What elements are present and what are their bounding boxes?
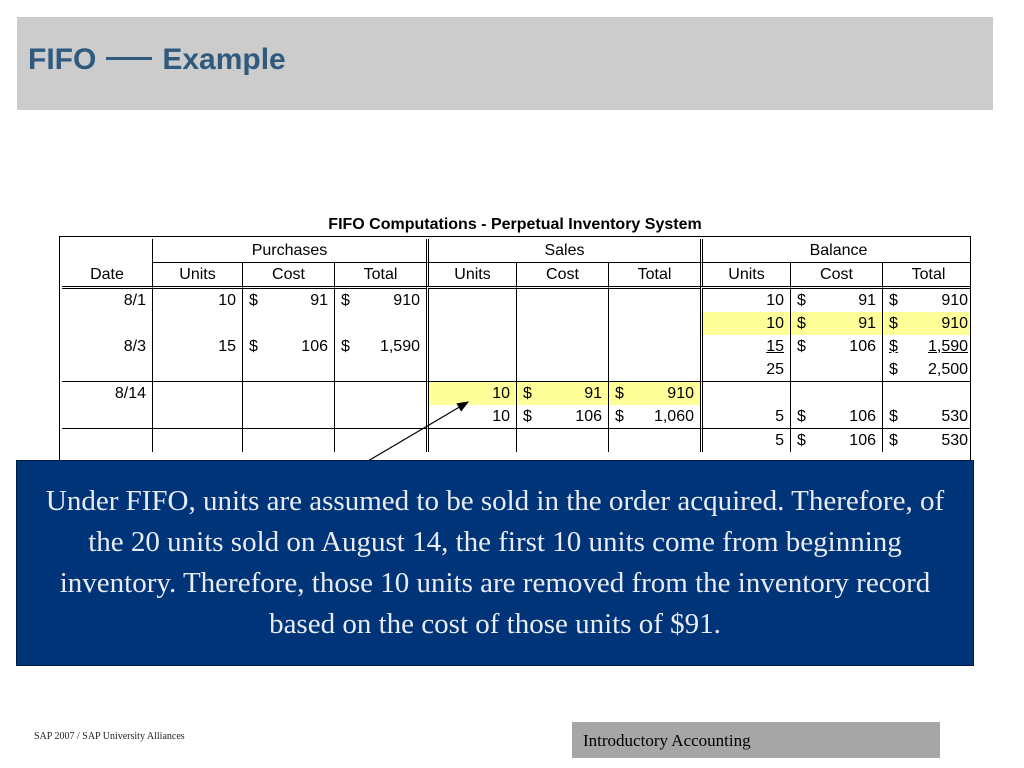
purchases-cost-cell [242,358,334,381]
table-row [62,312,971,335]
date-cell: 8/1 [62,286,152,312]
sales-total-cell [608,358,700,381]
date-cell [62,312,152,335]
sales-units-cell [426,312,516,335]
amount: 1,060 [653,407,694,425]
balance-cost-cell [790,335,882,358]
currency-sign: $ [615,407,624,425]
sales-total-cell [608,335,700,358]
currency-sign: $ [889,431,898,449]
purchases-units-cell: 10 [152,286,242,312]
date-header: Date [90,265,124,283]
callout-text: Under FIFO, units are assumed to be sold in the order acquired. Therefore, of the 20 units sold on August 14, the first 10 units come from beginning inventory. Therefore, those 10 units are removed from the inventory record based on the cost of those units of $91. [45,485,945,640]
amount: 106 [849,431,876,449]
amount: 910 [667,384,694,402]
group-sales: Sales [426,239,700,263]
balance-cost-cell [790,428,882,452]
purchases-units-cell [152,358,242,381]
purchases-total-cell [334,312,426,335]
sales-units-cell: 10 [426,381,516,405]
balance-total-cell [882,286,971,312]
title-dash [106,57,152,60]
amount: 91 [584,384,602,402]
purchases-units-cell: 15 [152,335,242,358]
purchases-total-cell [334,381,426,405]
amount: 910 [941,291,969,309]
purchases-cost-cell [242,335,334,358]
explanation-callout [16,460,974,666]
sales-total-cell [608,428,700,452]
sales-units-cell [426,358,516,381]
sales-total-header: Total [608,263,700,286]
group-balance: Balance [700,239,971,263]
currency-sign: $ [797,291,806,309]
amount: 91 [310,291,328,309]
sales-total-cell [608,381,700,405]
balance-units-cell: 5 [700,405,790,428]
sales-units-header: Units [426,263,516,286]
table-row [62,405,971,428]
balance-cost-cell [790,358,882,381]
sales-cost-cell [516,312,608,335]
balance-total-cell [882,405,971,428]
currency-sign: $ [523,384,532,402]
currency-sign: $ [249,291,258,309]
date-cell: 8/14 [62,381,152,405]
balance-units-cell: 10 [700,312,790,335]
balance-units-cell [700,381,790,405]
slide-title-left: FIFO [28,43,97,76]
amount: 1,590 [379,337,420,355]
purchases-units-cell [152,428,242,452]
currency-sign: $ [249,337,258,355]
purchases-cost-cell [242,428,334,452]
date-cell [62,405,152,428]
balance-cost-cell [790,312,882,335]
currency-sign: $ [341,291,350,309]
balance-units-cell: 10 [700,286,790,312]
balance-cost-header: Cost [790,263,882,286]
balance-total-header: Total [882,263,971,286]
header-row-columns [62,263,971,286]
currency-sign: $ [889,360,898,378]
purchases-total-cell [334,428,426,452]
amount: 530 [941,407,969,425]
amount: 106 [301,337,328,355]
sales-total-cell [608,286,700,312]
purchases-units-cell [152,381,242,405]
slide-title [28,40,286,80]
purchases-total-cell [334,358,426,381]
amount: 910 [941,314,969,332]
balance-total-cell [882,358,971,381]
currency-sign: $ [889,407,898,425]
sales-cost-header: Cost [516,263,608,286]
amount: 106 [849,337,876,355]
balance-units-cell: 25 [700,358,790,381]
date-cell [62,428,152,452]
balance-units-header: Units [700,263,790,286]
currency-sign: $ [797,407,806,425]
balance-units-cell: 5 [700,428,790,452]
balance-total-cell [882,312,971,335]
header-row-groups [62,239,971,263]
sales-cost-cell [516,358,608,381]
date-cell [62,358,152,381]
amount: 91 [858,291,876,309]
purchases-units-cell [152,312,242,335]
balance-units-cell: 15 [700,335,790,358]
purchases-units-cell [152,405,242,428]
sales-cost-cell [516,428,608,452]
sales-total-cell [608,312,700,335]
amount: 530 [941,431,969,449]
sales-total-cell [608,405,700,428]
sales-units-cell: 10 [426,405,516,428]
balance-cost-cell [790,405,882,428]
currency-sign: $ [523,407,532,425]
amount: 106 [849,407,876,425]
purchases-cost-cell [242,381,334,405]
purchases-total-cell [334,335,426,358]
amount: 1,590 [927,337,969,355]
table-row [62,335,971,358]
footer-right: Introductory Accounting [572,722,940,758]
sales-units-cell [426,428,516,452]
table-row [62,381,971,405]
balance-total-cell [882,428,971,452]
purchases-total-header: Total [334,263,426,286]
fifo-table [59,236,971,466]
footer-left: SAP 2007 / SAP University Alliances [34,731,185,742]
currency-sign: $ [797,337,806,355]
balance-total-cell [882,335,971,358]
purchases-cost-cell [242,312,334,335]
sales-cost-cell [516,335,608,358]
amount: 106 [575,407,602,425]
table-row [62,428,971,452]
purchases-total-cell [334,405,426,428]
balance-cost-cell [790,286,882,312]
table-row [62,286,971,312]
amount: 91 [858,314,876,332]
purchases-cost-header: Cost [242,263,334,286]
table-title: FIFO Computations - Perpetual Inventory System [328,216,702,233]
sales-cost-cell [516,381,608,405]
slide-title-right: Example [162,43,286,76]
currency-sign: $ [797,431,806,449]
group-purchases: Purchases [152,239,426,263]
sales-units-cell [426,286,516,312]
currency-sign: $ [615,384,624,402]
balance-cost-cell [790,381,882,405]
sales-cost-cell [516,405,608,428]
currency-sign: $ [889,337,898,355]
sales-units-cell [426,335,516,358]
purchases-units-header: Units [152,263,242,286]
purchases-cost-cell [242,286,334,312]
amount: 2,500 [927,360,969,378]
table-row [62,358,971,381]
currency-sign: $ [341,337,350,355]
currency-sign: $ [797,314,806,332]
purchases-cost-cell [242,405,334,428]
sales-cost-cell [516,286,608,312]
balance-total-cell [882,381,971,405]
currency-sign: $ [889,291,898,309]
currency-sign: $ [889,314,898,332]
purchases-total-cell [334,286,426,312]
amount: 910 [393,291,420,309]
date-cell: 8/3 [123,337,146,355]
